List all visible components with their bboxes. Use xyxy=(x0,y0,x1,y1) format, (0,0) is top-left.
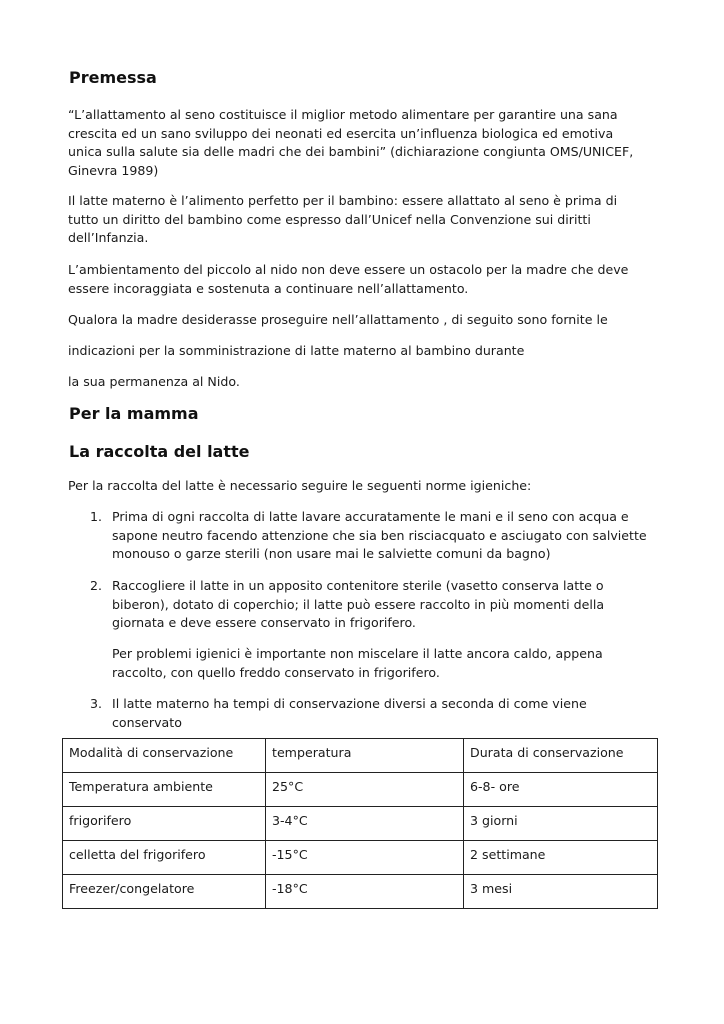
paragraph-prosecuzione-1: Qualora la madre desiderasse proseguire nell’allattamento , di seguito sono fornite le xyxy=(68,312,608,327)
table-cell: 6-8- ore xyxy=(464,773,658,807)
table-cell: celletta del frigorifero xyxy=(63,841,266,875)
table-cell: -15°C xyxy=(266,841,464,875)
table-row xyxy=(63,807,658,841)
table-cell: Temperatura ambiente xyxy=(63,773,266,807)
table-cell: frigorifero xyxy=(63,807,266,841)
list-text: Raccogliere il latte in un apposito contenitore sterile (vasetto conserva latte o biberon), dotato di coperchio; il latte può essere raccolto in più momenti della giornata e deve essere conservato in frigorifero. xyxy=(112,578,605,630)
table-row xyxy=(63,773,658,807)
list-number: 1. xyxy=(90,509,103,524)
conservation-table xyxy=(62,738,658,909)
list-text: Il latte materno ha tempi di conservazione diversi a seconda di come viene conservato xyxy=(112,696,587,730)
heading-raccolta: La raccolta del latte xyxy=(69,442,250,461)
list-number: 2. xyxy=(90,578,103,593)
paragraph-diritto: Il latte materno è l’alimento perfetto per il bambino: essere allattato al seno è prima di tutto un diritto del bambino come espresso dall’Unicef nella Convenzione sui diritti dell’Infanzia. xyxy=(68,193,618,245)
list-text: Prima di ogni raccolta di latte lavare accuratamente le mani e il seno con acqua e sapone neutro facendo attenzione che sia ben risciacquato e asciugato con salviette monouso o garze sterili (non usare mai le salviette comuni da bagno) xyxy=(112,509,647,561)
table-header-cell: Durata di conservazione xyxy=(464,739,658,773)
list-subparagraph: Per problemi igienici è importante non miscelare il latte ancora caldo, appena raccolto, con quello freddo conservato in frigorifero. xyxy=(112,646,603,680)
table-header-cell: temperatura xyxy=(266,739,464,773)
table-cell: 3-4°C xyxy=(266,807,464,841)
paragraph-quote: “L’allattamento al seno costituisce il miglior metodo alimentare per garantire una sana crescita ed un sano sviluppo dei neonati ed esercita un’influenza biologica ed emotiva unica sulla salute sia delle madri che dei bambini” (dichiarazione congiunta OMS/UNICEF, Ginevra 1989) xyxy=(68,107,634,178)
paragraph-prosecuzione-2: indicazioni per la somministrazione di latte materno al bambino durante xyxy=(68,343,525,358)
table-cell: Freezer/congelatore xyxy=(63,875,266,909)
table-row xyxy=(63,841,658,875)
heading-per-la-mamma: Per la mamma xyxy=(69,404,199,423)
paragraph-prosecuzione-3: la sua permanenza al Nido. xyxy=(68,374,240,389)
paragraph-intro-raccolta: Per la raccolta del latte è necessario seguire le seguenti norme igieniche: xyxy=(68,478,532,493)
table-header-cell: Modalità di conservazione xyxy=(63,739,266,773)
table-cell: 2 settimane xyxy=(464,841,658,875)
table-cell: 3 mesi xyxy=(464,875,658,909)
table-cell: 3 giorni xyxy=(464,807,658,841)
table-header-row xyxy=(63,739,658,773)
paragraph-ambientamento: L’ambientamento del piccolo al nido non deve essere un ostacolo per la madre che deve essere incoraggiata e sostenuta a continuare nell’allattamento. xyxy=(68,262,629,296)
heading-premessa: Premessa xyxy=(69,68,157,87)
table-cell: -18°C xyxy=(266,875,464,909)
list-number: 3. xyxy=(90,696,103,711)
table-cell: 25°C xyxy=(266,773,464,807)
table-row xyxy=(63,875,658,909)
